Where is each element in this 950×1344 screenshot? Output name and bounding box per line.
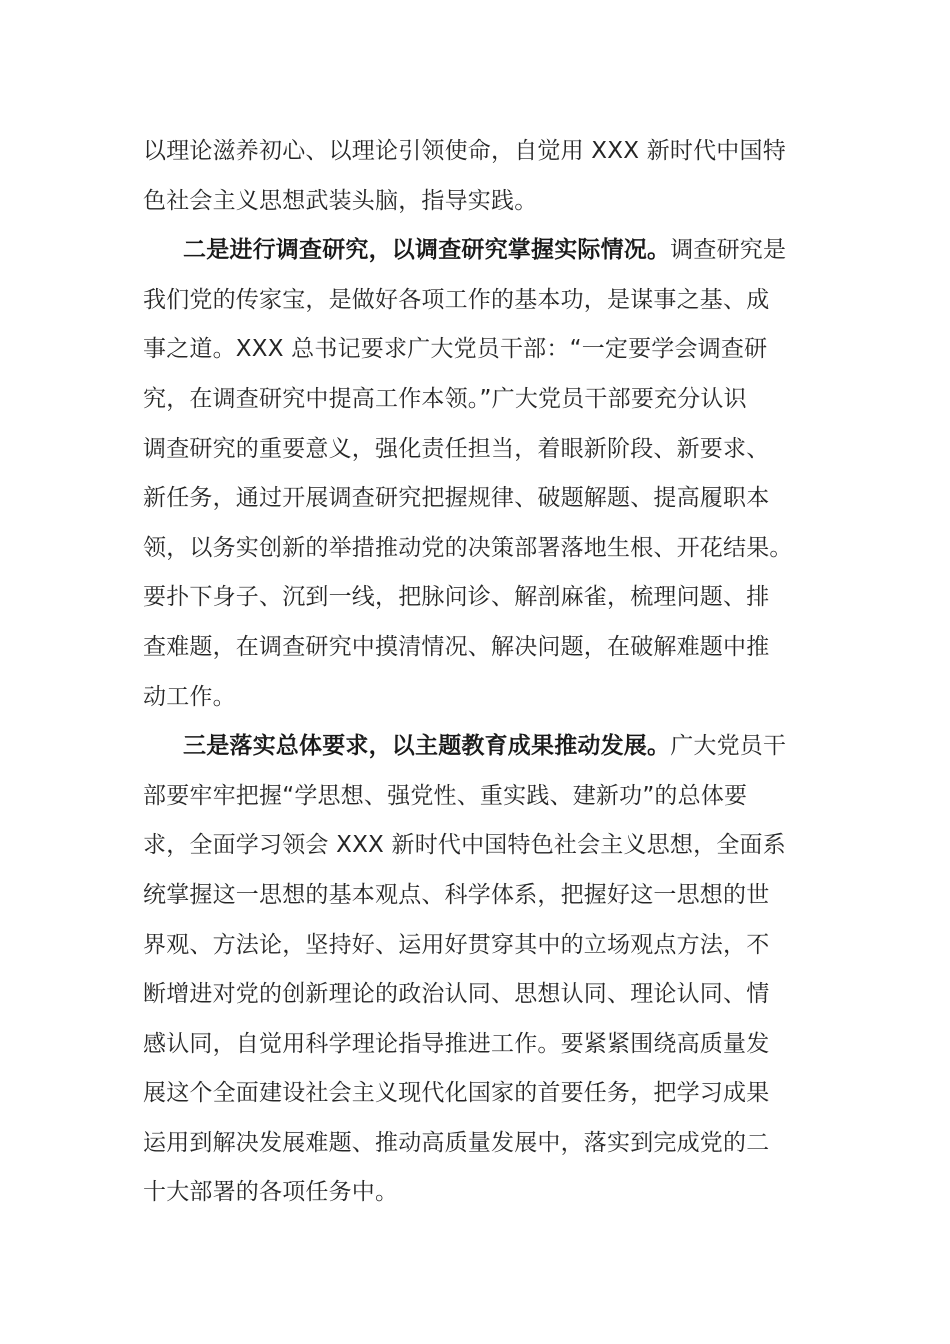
paragraph-3-line-2: 部要牢牢把握“学思想、强党性、重实践、建新功”的总体要 [143, 782, 748, 809]
paragraph-2-line-4: 究，在调查研究中提高工作本领。”广大党员干部要充分认识 [143, 385, 747, 412]
paragraph-3-line-8: 展这个全面建设社会主义现代化国家的首要任务，把学习成果 [143, 1080, 770, 1107]
paragraph-3-line-4: 统掌握这一思想的基本观点、科学体系，把握好这一思想的世 [143, 881, 770, 908]
paragraph-3-line-6: 断增进对党的创新理论的政治认同、思想认同、理论认同、情 [143, 981, 770, 1008]
paragraph-3-line-5: 界观、方法论，坚持好、运用好贯穿其中的立场观点方法，不 [143, 931, 770, 958]
paragraph-3-lead: 三是落实总体要求，以主题教育成果推动发展。 [183, 733, 671, 760]
paragraph-1-line-1: 以理论滋养初心、以理论引领使命，自觉用 XXX 新时代中国特 [143, 138, 786, 164]
paragraph-3-line-1-text: 广大党员干 [670, 733, 787, 760]
paragraph-3-line-9: 运用到解决发展难题、推动高质量发展中，落实到完成党的二 [143, 1129, 770, 1156]
paragraph-3-line-1 [143, 722, 809, 772]
paragraph-2-line-1 [143, 226, 809, 276]
paragraph-3-line-10: 十大部署的各项任务中。 [143, 1179, 399, 1206]
paragraph-3-line-7: 感认同，自觉用科学理论指导推进工作。要紧紧围绕高质量发 [143, 1030, 770, 1057]
paragraph-3-line-3: 求，全面学习领会 XXX 新时代中国特色社会主义思想，全面系 [143, 832, 786, 859]
paragraph-2-line-9: 查难题，在调查研究中摸清情况、解决问题，在破解难题中推 [143, 633, 770, 660]
paragraph-2-line-2: 我们党的传家宝，是做好各项工作的基本功，是谋事之基、成 [143, 286, 770, 313]
body-text [143, 127, 809, 1218]
paragraph-2-lead: 二是进行调查研究，以调查研究掌握实际情况。 [183, 237, 671, 264]
paragraph-2-line-1-text: 调查研究是 [670, 237, 787, 264]
paragraph-2-line-7: 领，以务实创新的举措推动党的决策部署落地生根、开花结果。 [143, 534, 793, 561]
paragraph-1-line-2: 色社会主义思想武装头脑，指导实践。 [143, 187, 538, 214]
paragraph-2-line-3: 事之道。XXX 总书记要求广大党员干部：“一定要学会调查研 [143, 336, 768, 363]
paragraph-2-line-8: 要扑下身子、沉到一线，把脉问诊、解剖麻雀，梳理问题、排 [143, 584, 770, 611]
paragraph-2-line-5: 调查研究的重要意义，强化责任担当，着眼新阶段、新要求、 [143, 435, 770, 462]
paragraph-2-line-10: 动工作。 [143, 683, 236, 710]
paragraph-2-line-6: 新任务，通过开展调查研究把握规律、破题解题、提高履职本 [143, 485, 770, 512]
